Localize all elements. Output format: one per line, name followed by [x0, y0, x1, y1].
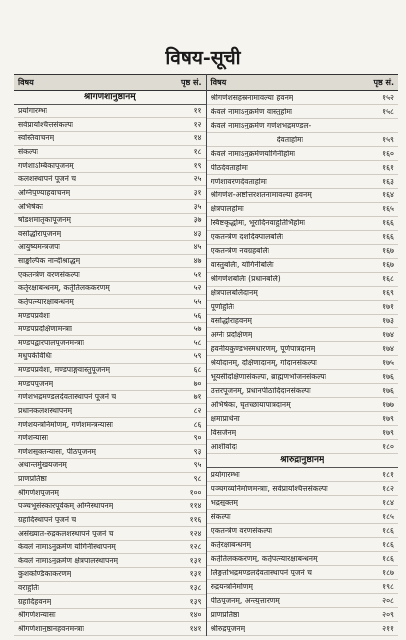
entry-title: एकतन्त्रेण वरणसंकल्पः: [210, 526, 273, 535]
entry-page-number: ८२: [193, 405, 202, 415]
entry-page-number: १८०: [382, 441, 394, 451]
entry-title: प्रयोगारम्भः: [18, 107, 48, 115]
entry-title: श्रीगणेशन्यासः: [18, 611, 56, 619]
entry-page-number: १५८: [382, 106, 394, 116]
toc-entry: [14, 473, 206, 487]
entry-title: एकतन्त्रेण दशदिक्पालबलिः: [210, 233, 284, 241]
entry-title: अभिषेकः: [18, 202, 43, 211]
entry-page-number: १८५: [382, 511, 394, 521]
entry-title: अग्नेः प्रदक्षिणम्: [210, 331, 253, 339]
entry-title: केवलं नामाऽनुक्रमेणयोगिनीहोमः: [210, 149, 296, 158]
entry-page-number: १३९: [189, 596, 202, 606]
toc-entry: [14, 146, 206, 160]
entry-page-number: १७६: [382, 372, 394, 382]
entry-title: अभिषेकः, घृतच्छायापात्रदानम्: [210, 401, 291, 409]
toc-entry: [14, 404, 206, 418]
entry-title: क्षमाप्रार्थना: [210, 414, 240, 423]
entry-page-number: १७३: [382, 316, 394, 326]
toc-entry: [14, 582, 206, 596]
entry-title: मण्डपद्वारपालपूजनमन्त्राः: [18, 338, 85, 347]
entry-page-number: १७९: [382, 427, 394, 437]
toc-rows-right: [207, 91, 399, 636]
entry-title: क्षेत्रपालबलिदानम्: [210, 289, 258, 297]
entry-page-number: ९५: [193, 460, 202, 470]
entry-title: कर्तृरक्षाबन्धनम्: [210, 540, 252, 549]
toc-entry: [14, 295, 206, 309]
toc-entry: [14, 105, 206, 119]
header-page: पृष्ठ सं.: [181, 78, 202, 87]
entry-title: आशीर्वादः: [210, 442, 238, 451]
header-subject: विषय: [18, 78, 34, 87]
entry-title: सर्वप्रायश्चित्तसंकल्पः: [18, 120, 74, 129]
entry-page-number: १३८: [189, 583, 202, 593]
toc-entry: [14, 282, 206, 296]
toc-entry: [14, 500, 206, 514]
entry-title: साङ्कल्पिक नान्दीश्राद्धम्: [18, 257, 81, 265]
toc-entry: [207, 566, 399, 580]
toc-entry: [207, 622, 399, 636]
entry-page-number: ११: [193, 106, 202, 116]
section-title: श्रीरुद्रानुष्ठानम्: [280, 456, 325, 466]
toc-entry: [207, 468, 399, 482]
entry-page-number: ९८: [193, 474, 202, 484]
entry-title: मण्डपप्रवेशः, मण्डपाङ्गवास्तुपूजनम्: [18, 366, 111, 374]
entry-page-number: १६३: [382, 176, 394, 186]
entry-page-number: २११: [382, 623, 394, 633]
entry-page-number: १९८: [382, 581, 394, 591]
toc-entry: [14, 459, 206, 473]
header-subject: विषय: [210, 78, 227, 87]
toc-entry: [207, 147, 399, 161]
toc-entry: [207, 273, 399, 287]
entry-page-number: ३५: [193, 201, 202, 211]
toc-entry: [207, 161, 399, 175]
entry-title: केवलं नामाऽनुक्रमेण गणेशभद्रमण्डल-: [210, 121, 312, 130]
entry-title: प्राणप्रतिष्ठा: [18, 475, 47, 483]
entry-title: केवलं नामाऽनुक्रमेण क्षेत्रपालस्थापनम्: [18, 556, 119, 565]
entry-page-number: १६५: [382, 204, 394, 214]
entry-title: रुद्रयन्त्रनिर्माणम्: [210, 582, 253, 591]
entry-title: केवलं नामाऽनुक्रमेण वास्तुहोमः: [210, 107, 293, 116]
entry-title: प्रधानकलशस्थापनम्: [18, 406, 73, 415]
toc-entry: [207, 231, 399, 245]
toc-entry: [14, 513, 206, 527]
toc-entry: [14, 241, 206, 255]
entry-title: मण्डपप्रदक्षिणामन्त्राः: [18, 325, 73, 333]
toc-entry: [207, 482, 399, 496]
entry-page-number: ५८: [193, 337, 202, 347]
column-header: [14, 74, 206, 91]
toc-entry: [14, 173, 206, 187]
column-header: [207, 74, 399, 91]
toc-entry: [14, 377, 206, 391]
toc-entry: [207, 315, 399, 329]
toc-entry: [207, 552, 399, 566]
entry-page-number: १६७: [382, 260, 394, 270]
entry-title: गणेशयन्त्रनिर्माणम्, गणेशमन्त्रन्यासः: [18, 420, 113, 429]
entry-title: संकल्पः: [18, 148, 39, 156]
toc-entry: [207, 412, 399, 426]
entry-page-number: ४५: [193, 242, 202, 252]
toc-entry: [14, 200, 206, 214]
entry-page-number: १२८: [189, 542, 202, 552]
toc-entry: [207, 384, 399, 398]
entry-page-number: १८६: [382, 553, 394, 563]
toc-entry: [207, 370, 399, 384]
entry-title: असंख्यात-रुद्रकलशस्थापनं पूजनं च: [18, 529, 114, 538]
entry-title: मधुपर्कविधिः: [18, 352, 52, 360]
toc-entry: [207, 594, 399, 608]
entry-title: वराहुतिः: [18, 584, 40, 592]
entry-page-number: १६९: [382, 288, 394, 298]
entry-page-number: ६८: [193, 365, 202, 375]
toc-entry: [14, 323, 206, 337]
toc-entry: [207, 203, 399, 217]
toc-entry: [14, 568, 206, 582]
toc-entry: [14, 118, 206, 132]
toc-entry: [207, 301, 399, 315]
entry-title: वास्तुबलिः, योगिनीबलिः: [210, 261, 274, 269]
entry-title: केवलं नामाऽनुक्रमेण योगिनीस्थापनम्: [18, 543, 116, 551]
entry-page-number: १४: [193, 133, 202, 143]
entry-page-number: १८१: [382, 469, 394, 479]
entry-page-number: १८६: [382, 525, 394, 535]
entry-page-number: २०९: [382, 609, 394, 619]
entry-title: श्रीगणेशसहस्रनामावल्या हवनम्: [210, 93, 294, 102]
toc-entry: [207, 328, 399, 342]
entry-page-number: २०८: [382, 595, 394, 605]
toc-entry: [14, 445, 206, 459]
entry-page-number: १६०: [382, 148, 394, 158]
entry-title: उत्तरपूजनम्, प्रधानपीठादिदानसंकल्पः: [210, 387, 311, 395]
toc-entry: [14, 255, 206, 269]
entry-page-number: १६६: [382, 232, 394, 242]
entry-title: एकतन्त्रेण नवग्रहबलिः: [210, 247, 270, 255]
toc-entry: [14, 527, 206, 541]
section-heading: [207, 454, 399, 468]
toc-entry: [207, 105, 399, 119]
entry-title: हवनीयकुण्डभस्मधारणम्, पूर्णपात्रदानम्: [210, 345, 316, 353]
entry-title: श्रीगणेशपूजनम्: [18, 488, 59, 497]
entry-title: मण्डपप्रवेशः: [18, 311, 50, 320]
entry-page-number: ७१: [193, 392, 202, 402]
entry-title: श्रेयोदानम्, दक्षिणादानम्, गोदानसंकल्पः: [210, 359, 317, 367]
toc-table: [14, 74, 398, 636]
entry-title: लिङ्गतोभद्रमण्डलदेवतास्थापनं पूजनं च: [210, 568, 312, 577]
toc-entry: [14, 541, 206, 555]
entry-page-number: १९: [193, 160, 202, 170]
toc-entry: [14, 159, 206, 173]
entry-title: श्रीगणेश-अष्टोत्तरशतनामावल्या हवनम्: [210, 191, 312, 200]
entry-page-number: ११६: [189, 514, 202, 524]
entry-title: अग्निपुण्याहवाचनम्: [18, 188, 71, 197]
toc-entry: [14, 486, 206, 500]
entry-page-number: १८२: [382, 483, 394, 493]
toc-entry: [207, 245, 399, 259]
entry-title: आयुष्यमन्त्रजपः: [18, 243, 60, 251]
toc-entry: [14, 364, 206, 378]
toc-rows-left: [14, 91, 206, 636]
entry-title: क्षेत्रपालहोमः: [210, 205, 244, 214]
toc-entry: [207, 440, 399, 454]
entry-title: संकल्पः: [210, 512, 231, 521]
toc-entry: [14, 418, 206, 432]
toc-column-left: [14, 74, 207, 636]
entry-page-number: १३१: [189, 569, 202, 579]
toc-entry: [14, 186, 206, 200]
toc-entry: [14, 391, 206, 405]
entry-page-number: ३१: [193, 187, 202, 197]
entry-page-number: १६८: [382, 274, 394, 284]
entry-title: प्राणप्रतिष्ठा: [210, 610, 240, 619]
entry-page-number: १८: [193, 147, 202, 157]
entry-page-number: ५५: [193, 296, 202, 306]
entry-page-number: १७१: [382, 302, 394, 312]
entry-title: कलशस्थापनं पूजनं च: [18, 175, 77, 183]
entry-page-number: १५९: [382, 134, 394, 144]
toc-entry: [14, 609, 206, 623]
entry-page-number: १४१: [189, 623, 202, 633]
entry-title: स्वस्तिवाचनम्: [18, 134, 55, 142]
page-title: विषय-सूची: [165, 47, 241, 69]
toc-entry: [207, 608, 399, 622]
entry-page-number: १६७: [382, 246, 394, 256]
entry-title: कर्तृपत्न्यारक्षाबन्धनम्: [18, 297, 74, 306]
entry-page-number: १८४: [382, 497, 394, 507]
toc-entry: [14, 336, 206, 350]
entry-page-number: १७५: [382, 358, 394, 368]
entry-title: अथान्तर्मुखयजनम्: [18, 461, 67, 469]
entry-title: गणेशावरणदेवताहोमः: [210, 177, 267, 186]
entry-page-number: ४३: [193, 228, 202, 238]
toc-entry: [14, 268, 206, 282]
entry-title: गणेशन्यासः: [18, 434, 49, 442]
entry-page-number: १६४: [382, 190, 394, 200]
entry-page-number: ५२: [193, 283, 202, 293]
entry-title: कर्तृरक्षाबन्धनम्, कर्तृतिलककरणम्: [18, 284, 110, 292]
toc-entry: [14, 309, 206, 323]
entry-page-number: १७४: [382, 330, 394, 340]
entry-page-number: १६१: [382, 162, 394, 172]
entry-page-number: १८६: [382, 539, 394, 549]
entry-page-number: १७४: [382, 344, 394, 354]
toc-entry: [14, 432, 206, 446]
entry-page-number: ८६: [193, 419, 202, 429]
section-heading: [14, 91, 206, 105]
toc-entry: [207, 538, 399, 552]
toc-column-right: [207, 74, 399, 636]
toc-entry: [207, 342, 399, 356]
entry-title: पीठपूजनम्, अन्त्युत्तारणम्: [210, 596, 280, 605]
entry-page-number: ९०: [193, 433, 202, 443]
entry-page-number: १८७: [382, 567, 394, 577]
toc-entry: [14, 214, 206, 228]
entry-title: गणेशाऽम्बिकापूजनम्: [18, 161, 74, 170]
entry-page-number: ३७: [193, 215, 202, 225]
entry-title: पीठदेवताहोमः: [210, 163, 248, 172]
entry-title: मण्डपपूजनम्: [18, 379, 54, 388]
entry-title: स्विष्टकृद्धोमः, भूरादिनवाहुतिर्भिर्होमः: [210, 219, 306, 227]
entry-title: वसोर्द्धाराहवनम्: [210, 317, 252, 325]
entry-page-number: ४७: [193, 256, 202, 266]
entry-page-number: २५: [193, 174, 202, 184]
toc-entry: [207, 217, 399, 231]
toc-entry: [207, 510, 399, 524]
entry-title: भद्रसूक्तम्: [210, 498, 238, 507]
entry-page-number: ७०: [193, 378, 202, 388]
toc-entry: [207, 119, 399, 133]
entry-title: कर्तृतिलककरणम्, कर्तृपत्न्यारक्षाबन्धनम्: [210, 554, 318, 563]
entry-title: प्रयोगारम्भः: [210, 470, 240, 479]
toc-entry: [207, 259, 399, 273]
entry-page-number: १४०: [189, 610, 202, 620]
entry-title: पूर्णाहुतिः: [210, 303, 235, 311]
toc-entry: [207, 398, 399, 412]
entry-title: एकतन्त्रेण वरणसंकल्पः: [18, 270, 80, 279]
toc-entry: [207, 524, 399, 538]
entry-page-number: १२४: [189, 528, 202, 538]
entry-page-number: ५९: [193, 351, 202, 361]
entry-page-number: ५६: [193, 310, 202, 320]
entry-title: पञ्चगव्यनिर्माणमन्त्राः, सर्वप्रायश्चित्तसंकल्पः: [210, 484, 328, 493]
toc-entry: [207, 580, 399, 594]
entry-title: विसर्जनम्: [210, 428, 237, 437]
toc-entry: [207, 356, 399, 370]
entry-title: भूयसीदक्षिणासंकल्पः, ब्राह्मणभोजनसंकल्पः: [210, 373, 327, 381]
entry-page-number: ९३: [193, 446, 202, 456]
entry-title: ग्रहादिहवनम्: [18, 597, 52, 606]
entry-page-number: १७६: [382, 386, 394, 396]
toc-entry: [207, 426, 399, 440]
entry-page-number: १००: [189, 487, 202, 497]
toc-entry: [14, 622, 206, 636]
toc-entry: [207, 133, 399, 147]
entry-title: ग्रहादिस्थापनं पूजनं च: [18, 515, 77, 524]
entry-title: पञ्चभूसंस्कारपूर्वकम् अग्निस्थापनम्: [18, 502, 114, 510]
entry-title: गणेशसूक्तन्यासः, पीठपूजनम्: [18, 447, 96, 456]
entry-page-number: ५१: [193, 269, 202, 279]
toc-entry: [14, 350, 206, 364]
entry-page-number: १३१: [189, 555, 202, 565]
toc-entry: [207, 287, 399, 301]
entry-page-number: १५२: [382, 92, 394, 102]
toc-entry: [14, 132, 206, 146]
entry-title: देवताहोमः: [276, 135, 304, 144]
toc-entry: [14, 554, 206, 568]
header-page: पृष्ठ सं.: [373, 78, 394, 87]
entry-title: कुशकण्डिकाकरणम्: [18, 570, 72, 578]
entry-title: गणेशभद्रमण्डलदेवतास्थापनं पूजनं च: [18, 393, 117, 401]
entry-page-number: ५७: [193, 324, 202, 334]
entry-page-number: १२: [193, 119, 202, 129]
entry-page-number: ११४: [189, 501, 202, 511]
entry-page-number: १७९: [382, 413, 394, 423]
section-title: श्रीगणेशानुष्ठानम्: [83, 92, 136, 102]
toc-entry: [207, 189, 399, 203]
toc-entry: [14, 595, 206, 609]
toc-entry: [207, 175, 399, 189]
toc-entry: [14, 227, 206, 241]
entry-title: वसोर्द्धारापूजनम्: [18, 229, 62, 238]
entry-title: श्रीरुद्रपूजनम्: [210, 624, 246, 633]
entry-title: षोडशमातृकापूजनम्: [18, 216, 71, 224]
entry-page-number: १७७: [382, 400, 394, 409]
toc-entry: [207, 91, 399, 105]
entry-title: श्रीगणेशानुष्ठानहवनमन्त्राः: [18, 624, 85, 633]
entry-page-number: १६६: [382, 218, 394, 228]
toc-entry: [207, 496, 399, 510]
entry-title: श्रीगणेशबलिः (प्रधानबलि): [210, 275, 281, 283]
